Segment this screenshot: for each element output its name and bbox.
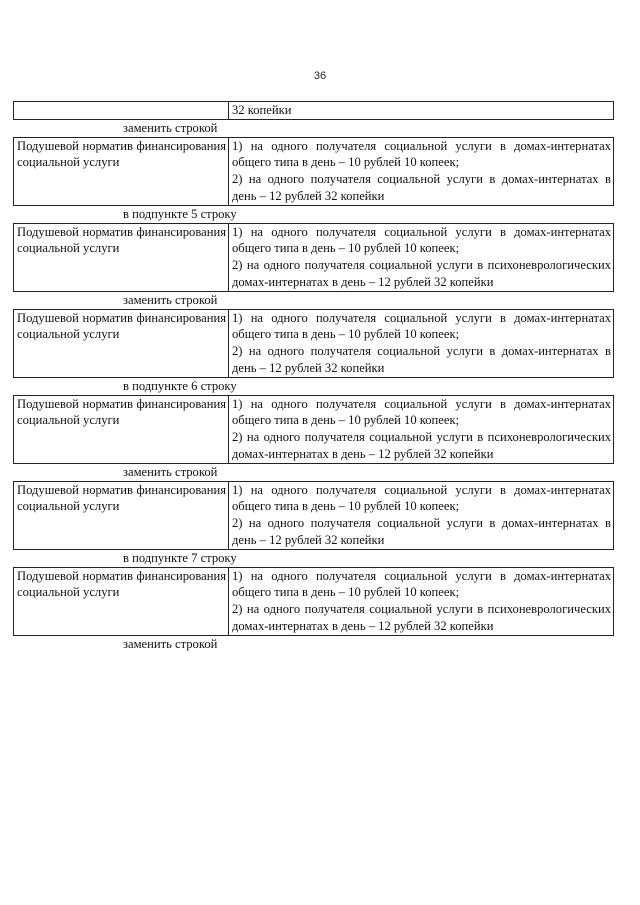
amendment-block xyxy=(13,464,614,550)
norm-item-1: 1) на одного получателя социальной услуги в домах-интернатах общего типа в день – 10 рублей 10 копеек; xyxy=(232,396,611,428)
table-cell-empty xyxy=(14,102,229,120)
norm-item-1: 1) на одного получателя социальной услуги в домах-интернатах общего типа в день – 10 рублей 10 копеек; xyxy=(232,224,611,256)
amendment-label: заменить строкой xyxy=(123,464,218,479)
table-row xyxy=(14,567,614,635)
norm-value-cell xyxy=(229,481,614,549)
norm-item-2: 2) на одного получателя социальной услуги в домах-интернатах в день – 12 рублей 32 копейки xyxy=(232,344,611,375)
table-row xyxy=(14,395,614,463)
norm-value-cell xyxy=(229,223,614,291)
norm-item-2: 2) на одного получателя социальной услуги в психоневрологических домах-интернатах в день – 12 рублей 32 копейки xyxy=(232,258,611,289)
norm-name-cell: Подушевой норматив финансирования социальной услуги xyxy=(14,395,229,463)
top-fragment-cell: 32 копейки xyxy=(229,102,614,120)
norm-item-1: 1) на одного получателя социальной услуги в домах-интернатах общего типа в день – 10 рублей 10 копеек; xyxy=(232,482,611,514)
amendment-label: в подпункте 5 строку xyxy=(123,206,237,221)
amendment-table xyxy=(13,481,614,550)
amendment-block xyxy=(13,550,614,636)
table-row xyxy=(14,309,614,377)
document-content xyxy=(13,101,614,653)
norm-item-2: 2) на одного получателя социальной услуги в психоневрологических домах-интернатах в день – 12 рублей 32 копейки xyxy=(232,430,611,461)
norm-item-2: 2) на одного получателя социальной услуги в домах-интернатах в день – 12 рублей 32 копейки xyxy=(232,516,611,547)
page-number: 36 xyxy=(313,70,327,82)
norm-name-cell: Подушевой норматив финансирования социальной услуги xyxy=(14,481,229,549)
norm-item-1: 1) на одного получателя социальной услуги в домах-интернатах общего типа в день – 10 рублей 10 копеек; xyxy=(232,310,611,342)
amendment-blocks xyxy=(13,120,614,636)
amendment-label: заменить строкой xyxy=(123,292,218,307)
amendment-table xyxy=(13,137,614,206)
norm-name-cell: Подушевой норматив финансирования социальной услуги xyxy=(14,137,229,205)
table-row xyxy=(14,481,614,549)
norm-item-2: 2) на одного получателя социальной услуги в домах-интернатах в день – 12 рублей 32 копейки xyxy=(232,172,611,203)
table-row xyxy=(14,137,614,205)
amendment-block xyxy=(13,378,614,464)
amendment-table xyxy=(13,223,614,292)
norm-item-1: 1) на одного получателя социальной услуги в домах-интернатах общего типа в день – 10 рублей 10 копеек; xyxy=(232,568,611,600)
norm-item-2: 2) на одного получателя социальной услуги в психоневрологических домах-интернатах в день – 12 рублей 32 копейки xyxy=(232,602,611,633)
amendment-table xyxy=(13,309,614,378)
amendment-label: в подпункте 6 строку xyxy=(123,378,237,393)
amendment-block xyxy=(13,206,614,292)
norm-value-cell xyxy=(229,137,614,205)
norm-name-cell: Подушевой норматив финансирования социальной услуги xyxy=(14,223,229,291)
amendment-block xyxy=(13,292,614,378)
norm-item-1: 1) на одного получателя социальной услуги в домах-интернатах общего типа в день – 10 рублей 10 копеек; xyxy=(232,138,611,170)
table-row xyxy=(14,102,614,120)
amendment-label: в подпункте 7 строку xyxy=(123,550,237,565)
table-row xyxy=(14,223,614,291)
amendment-block xyxy=(13,120,614,206)
norm-name-cell: Подушевой норматив финансирования социальной услуги xyxy=(14,309,229,377)
norm-value-cell xyxy=(229,395,614,463)
amendment-table xyxy=(13,567,614,636)
norm-value-cell xyxy=(229,567,614,635)
top-fragment-table xyxy=(13,101,614,120)
amendment-label: заменить строкой xyxy=(123,120,218,135)
final-label: заменить строкой xyxy=(123,636,218,651)
norm-name-cell: Подушевой норматив финансирования социальной услуги xyxy=(14,567,229,635)
norm-value-cell xyxy=(229,309,614,377)
amendment-table xyxy=(13,395,614,464)
